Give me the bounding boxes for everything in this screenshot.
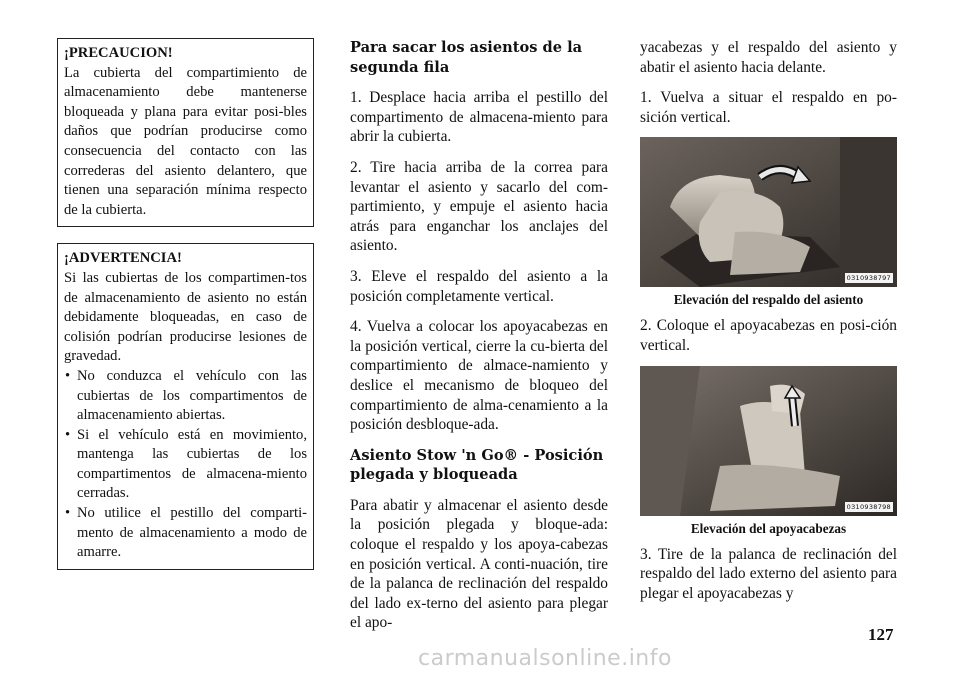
right-column [640,38,897,603]
step-paragraph: 4. Vuelva a colocar los apoyacabezas en la posición vertical, cierre la cu-bierta del compartimiento de almace-namiento y deslice el mecanismo de bloqueo del compartimiento de alma-cenamiento a la posición desbloque-ada. [350,318,608,434]
section-heading-remove-seats: Para sacar los asientos de la segunda fila [350,39,583,76]
caution-text: La cubierta del compartimiento de almacenamiento debe mantenerse bloqueada y plana para evitar posi-bles daños que podrían producirse como consecuencia del contacto con las correderas del asiento delantero, que tienen una separación mínima respecto de la cubierta. [64,64,307,218]
left-column [57,38,314,570]
warning-bullet: • No conduzca el vehículo con las cubiertas de los compartimentos de almacenamiento abiertas. [64,367,307,426]
figure-caption: Elevación del respaldo del asiento [673,292,864,308]
step-paragraph: 1. Vuelva a situar el respaldo en po-sición vertical. [640,89,897,126]
step-paragraph: 1. Desplace hacia arriba el pestillo del compartimento de almacena-miento para abrir la cubierta. [350,89,608,146]
intro-paragraph: Para abatir y almacenar el asiento desde la posición plegada y bloque-ada: coloque el respaldo y los apoya-cabezas en posición vertical. A conti-nuación, tire de la palanca de reclinación del respaldo del lado ex-terno del asiento para plegar el apo- [350,496,608,632]
step-paragraph: 3. Eleve el respaldo del asiento a la posición completamente vertical. [350,267,608,305]
warning-list [64,367,307,563]
continuation-paragraph: yacabezas y el respaldo del asiento y abatir el asiento hacia delante. [640,39,897,76]
caution-title: ¡PRECAUCION! [64,45,173,61]
middle-column [350,38,608,633]
seatback-raise-photo [640,137,897,287]
step-paragraph: 3. Tire de la palanca de reclinación del respaldo del lado externo del asiento para plegar el apoyacabezas y [640,545,897,602]
figure-caption: Elevación del apoyacabezas [690,520,847,536]
figure-id: 0310938797 [846,274,891,283]
figure-id: 0310938798 [846,502,891,511]
step-paragraph: 2. Tire hacia arriba de la correa para levantar el asiento y sacarlo del com-partimiento, y empuje el asiento hacia atrás para enganchar los anclajes del asiento. [350,158,608,255]
caution-box [57,38,314,227]
headrest-illustration [640,366,897,516]
warning-bullet: • Si el vehículo está en movimiento, mantenga las cubiertas de los compartimentos de almacena-miento cerradas. [64,426,307,504]
section-heading-stow-n-go: Asiento Stow 'n Go® - Posición plegada y bloqueada [350,446,604,484]
warning-title: ¡ADVERTENCIA! [64,250,182,267]
watermark: carmanualsonline.info [418,646,672,671]
headrest-raise-photo [640,366,897,516]
warning-bullet: • No utilice el pestillo del comparti-mento de almacenamiento a modo de amarre. [64,504,307,563]
warning-text: Si las cubiertas de los compartimen-tos de almacenamiento de asiento no están debidamente bloqueadas, en caso de colisión podrían producirse lesiones de gravedad. [64,269,307,365]
page-number: 127 [868,625,894,644]
warning-box [57,243,314,570]
step-paragraph: 2. Coloque el apoyacabezas en posi-ción vertical. [640,317,897,354]
seat-illustration [640,137,897,287]
